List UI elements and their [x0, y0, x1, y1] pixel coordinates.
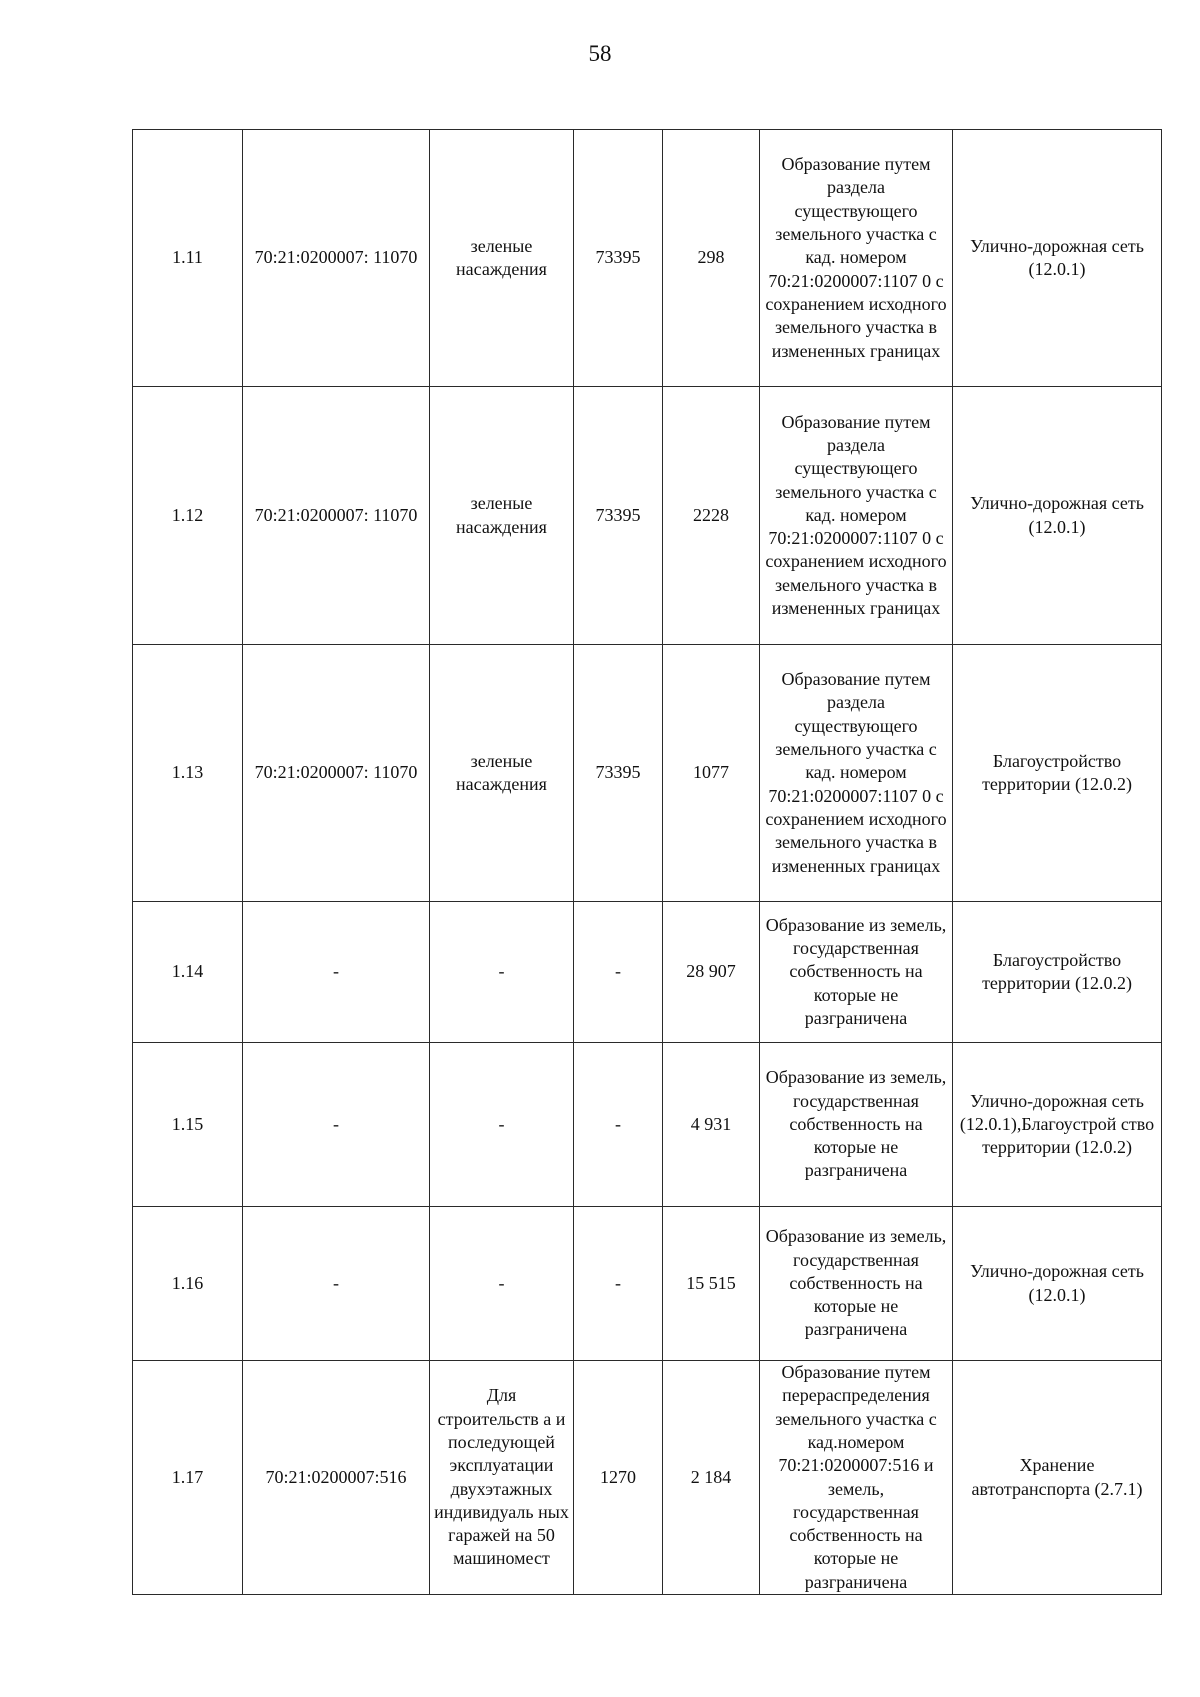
land-use-type-cell: Улично-дорожная сеть (12.0.1),Благоустрой ство территории (12.0.2) — [953, 1043, 1162, 1207]
table-row — [133, 1207, 1162, 1361]
source-area-cell: - — [574, 1043, 663, 1207]
plot-number-cell: 1.13 — [133, 645, 243, 902]
area-cell: 298 — [663, 130, 760, 387]
plot-number-cell: 1.17 — [133, 1361, 243, 1595]
land-use-type-cell: Улично-дорожная сеть (12.0.1) — [953, 1207, 1162, 1361]
source-area-cell: - — [574, 1207, 663, 1361]
cadastral-number-cell: 70:21:0200007: 11070 — [243, 387, 430, 645]
cadastral-number-cell: - — [243, 902, 430, 1043]
table-row — [133, 645, 1162, 902]
cadastral-number-cell: - — [243, 1043, 430, 1207]
formation-method-cell: Образование путем раздела существующего земельного участка с кад. номером 70:21:0200007:1107 0 с сохранением исходного земельного участка в измененных границах — [760, 130, 953, 387]
cadastral-number-cell: 70:21:0200007: 11070 — [243, 130, 430, 387]
table-row — [133, 1043, 1162, 1207]
plot-number-cell: 1.15 — [133, 1043, 243, 1207]
cadastral-number-cell: 70:21:0200007: 11070 — [243, 645, 430, 902]
source-area-cell: 73395 — [574, 387, 663, 645]
formation-method-cell: Образование из земель, государственная собственность на которые не разграничена — [760, 1043, 953, 1207]
table-row — [133, 387, 1162, 645]
area-cell: 28 907 — [663, 902, 760, 1043]
plot-number-cell: 1.12 — [133, 387, 243, 645]
source-area-cell: - — [574, 902, 663, 1043]
land-use-type-cell: Хранение автотранспорта (2.7.1) — [953, 1361, 1162, 1595]
cadastral-number-cell: - — [243, 1207, 430, 1361]
area-cell: 2228 — [663, 387, 760, 645]
cadastral-number-cell: 70:21:0200007:516 — [243, 1361, 430, 1595]
permitted-use-cell: - — [430, 902, 574, 1043]
formation-method-cell: Образование путем перераспределения земельного участка с кад.номером 70:21:0200007:516 и земель, государственная собственность на которые не разграничена — [760, 1361, 953, 1595]
permitted-use-cell: зеленые насаждения — [430, 130, 574, 387]
land-plots-table — [132, 129, 1162, 1595]
land-use-type-cell: Улично-дорожная сеть (12.0.1) — [953, 387, 1162, 645]
formation-method-cell: Образование из земель, государственная собственность на которые не разграничена — [760, 902, 953, 1043]
permitted-use-cell: зеленые насаждения — [430, 387, 574, 645]
source-area-cell: 1270 — [574, 1361, 663, 1595]
formation-method-cell: Образование из земель, государственная собственность на которые не разграничена — [760, 1207, 953, 1361]
area-cell: 4 931 — [663, 1043, 760, 1207]
permitted-use-cell: - — [430, 1207, 574, 1361]
land-use-type-cell: Благоустройство территории (12.0.2) — [953, 645, 1162, 902]
area-cell: 15 515 — [663, 1207, 760, 1361]
plot-number-cell: 1.14 — [133, 902, 243, 1043]
permitted-use-cell: Для строительств а и последующей эксплуатации двухэтажных индивидуаль ных гаражей на 50 машиномест — [430, 1361, 574, 1595]
source-area-cell: 73395 — [574, 130, 663, 387]
land-use-type-cell: Улично-дорожная сеть (12.0.1) — [953, 130, 1162, 387]
formation-method-cell: Образование путем раздела существующего земельного участка с кад. номером 70:21:0200007:1107 0 с сохранением исходного земельного участка в измененных границах — [760, 645, 953, 902]
plot-number-cell: 1.16 — [133, 1207, 243, 1361]
table-row — [133, 130, 1162, 387]
table-row — [133, 1361, 1162, 1595]
permitted-use-cell: зеленые насаждения — [430, 645, 574, 902]
area-cell: 2 184 — [663, 1361, 760, 1595]
permitted-use-cell: - — [430, 1043, 574, 1207]
area-cell: 1077 — [663, 645, 760, 902]
source-area-cell: 73395 — [574, 645, 663, 902]
formation-method-cell: Образование путем раздела существующего земельного участка с кад. номером 70:21:0200007:1107 0 с сохранением исходного земельного участка в измененных границах — [760, 387, 953, 645]
plot-number-cell: 1.11 — [133, 130, 243, 387]
page-number: 58 — [588, 41, 612, 66]
table-row — [133, 902, 1162, 1043]
land-use-type-cell: Благоустройство территории (12.0.2) — [953, 902, 1162, 1043]
